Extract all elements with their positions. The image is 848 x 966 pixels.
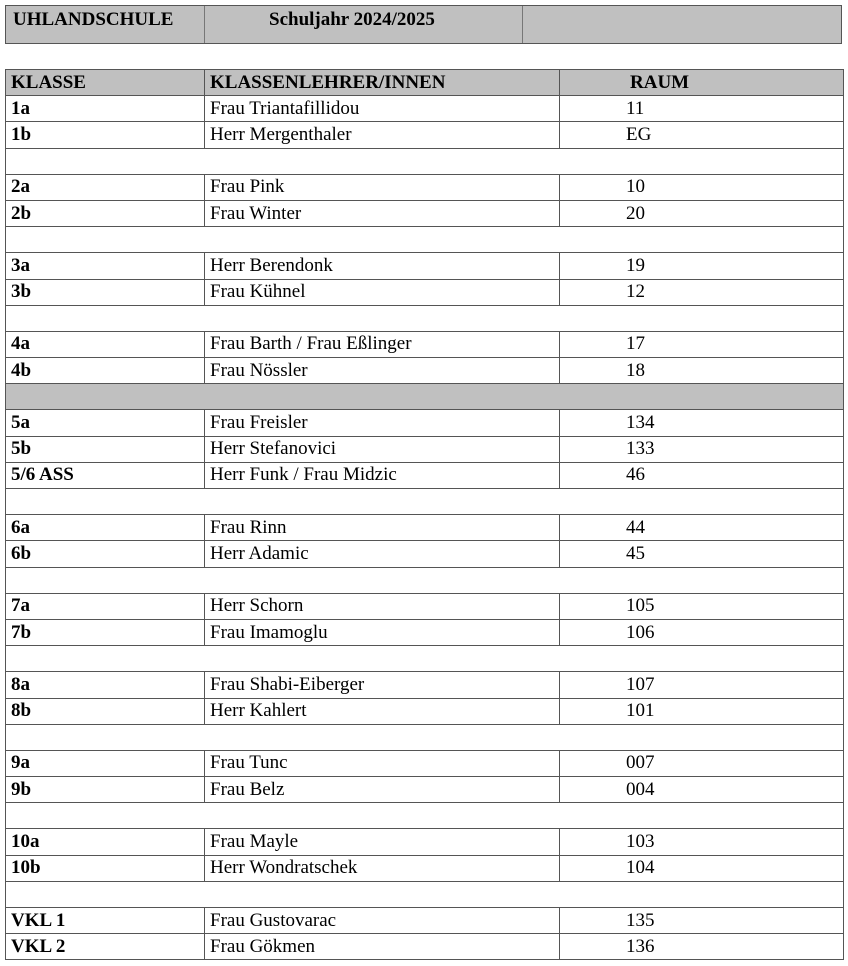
table-row [6, 462, 844, 488]
spacer-cell [6, 803, 205, 829]
teacher-cell: Herr Kahlert [205, 698, 560, 724]
spacer-cell [560, 227, 844, 253]
teacher-cell: Herr Adamic [205, 541, 560, 567]
teacher-cell: Herr Berendonk [205, 253, 560, 279]
spacer-cell [205, 724, 560, 750]
spacer-cell [205, 305, 560, 331]
room-cell: 44 [560, 515, 844, 541]
klasse-cell: 10b [6, 855, 205, 881]
room-cell: 103 [560, 829, 844, 855]
room-cell: 133 [560, 436, 844, 462]
table-row [6, 619, 844, 645]
spacer-cell [560, 881, 844, 907]
teacher-cell: Herr Mergenthaler [205, 122, 560, 148]
table-body [6, 96, 844, 960]
spacer-cell [560, 489, 844, 515]
klasse-cell: 7b [6, 619, 205, 645]
spacer-cell [205, 567, 560, 593]
klasse-cell: 1a [6, 96, 205, 122]
klasse-cell: 5a [6, 410, 205, 436]
room-cell: 45 [560, 541, 844, 567]
room-cell: 106 [560, 619, 844, 645]
spacer-cell [205, 646, 560, 672]
teacher-cell: Frau Belz [205, 777, 560, 803]
table-row [6, 200, 844, 226]
table-row [6, 777, 844, 803]
spacer-cell [560, 567, 844, 593]
klasse-cell: 7a [6, 593, 205, 619]
table-row [6, 934, 844, 960]
room-cell: 007 [560, 750, 844, 776]
teacher-cell: Frau Shabi-Eiberger [205, 672, 560, 698]
spacer-cell [560, 803, 844, 829]
klasse-cell: 8b [6, 698, 205, 724]
klasse-cell: 2a [6, 174, 205, 200]
spacer-cell [560, 646, 844, 672]
room-cell: 10 [560, 174, 844, 200]
teacher-cell: Frau Barth / Frau Eßlinger [205, 331, 560, 357]
teacher-cell: Frau Tunc [205, 750, 560, 776]
teacher-cell: Frau Triantafillidou [205, 96, 560, 122]
spacer-row [6, 384, 844, 410]
spacer-cell [560, 148, 844, 174]
table-row [6, 698, 844, 724]
klasse-cell: 4b [6, 358, 205, 384]
room-cell: 135 [560, 908, 844, 934]
spacer-row [6, 881, 844, 907]
teacher-cell: Frau Pink [205, 174, 560, 200]
document-header [5, 5, 842, 44]
spacer-cell [6, 881, 205, 907]
spacer-cell [6, 646, 205, 672]
spacer-cell [6, 724, 205, 750]
spacer-cell [6, 384, 205, 410]
spacer-row [6, 489, 844, 515]
table-row [6, 122, 844, 148]
column-header-lehrer: KLASSENLEHRER/INNEN [205, 70, 560, 96]
klasse-cell: 3a [6, 253, 205, 279]
teacher-cell: Frau Imamoglu [205, 619, 560, 645]
table-row [6, 515, 844, 541]
spacer-row [6, 646, 844, 672]
room-cell: 101 [560, 698, 844, 724]
room-cell: 12 [560, 279, 844, 305]
klasse-cell: 10a [6, 829, 205, 855]
spacer-cell [560, 384, 844, 410]
teacher-cell: Frau Winter [205, 200, 560, 226]
room-cell: 18 [560, 358, 844, 384]
teacher-cell: Frau Freisler [205, 410, 560, 436]
teacher-cell: Herr Schorn [205, 593, 560, 619]
table-row [6, 358, 844, 384]
room-cell: 107 [560, 672, 844, 698]
klasse-cell: 6b [6, 541, 205, 567]
klasse-cell: 1b [6, 122, 205, 148]
spacer-cell [6, 489, 205, 515]
teacher-cell: Frau Mayle [205, 829, 560, 855]
room-cell: 136 [560, 934, 844, 960]
spacer-cell [6, 305, 205, 331]
table-row [6, 96, 844, 122]
room-cell: 46 [560, 462, 844, 488]
table-row [6, 541, 844, 567]
room-cell: 11 [560, 96, 844, 122]
spacer-cell [205, 227, 560, 253]
teacher-cell: Herr Funk / Frau Midzic [205, 462, 560, 488]
spacer-row [6, 227, 844, 253]
table-row [6, 672, 844, 698]
table-row [6, 829, 844, 855]
room-cell: 19 [560, 253, 844, 279]
header-divider [522, 6, 523, 43]
table-row [6, 174, 844, 200]
teacher-cell: Frau Nössler [205, 358, 560, 384]
teacher-cell: Frau Gustovarac [205, 908, 560, 934]
room-cell: 134 [560, 410, 844, 436]
klasse-cell: 9b [6, 777, 205, 803]
spacer-cell [560, 724, 844, 750]
klasse-cell: 5b [6, 436, 205, 462]
spacer-cell [6, 227, 205, 253]
table-row [6, 410, 844, 436]
spacer-row [6, 305, 844, 331]
spacer-cell [560, 305, 844, 331]
column-header-klasse: KLASSE [6, 70, 205, 96]
spacer-cell [6, 148, 205, 174]
spacer-cell [6, 567, 205, 593]
spacer-row [6, 148, 844, 174]
column-header-raum: RAUM [560, 70, 844, 96]
room-cell: 104 [560, 855, 844, 881]
klasse-cell: 9a [6, 750, 205, 776]
klasse-cell: 3b [6, 279, 205, 305]
teacher-cell: Herr Wondratschek [205, 855, 560, 881]
room-cell: 105 [560, 593, 844, 619]
school-name: UHLANDSCHULE [13, 9, 174, 30]
table-row [6, 750, 844, 776]
table-row [6, 279, 844, 305]
table-row [6, 331, 844, 357]
klasse-cell: 8a [6, 672, 205, 698]
klasse-cell: 6a [6, 515, 205, 541]
spacer-cell [205, 489, 560, 515]
klasse-cell: VKL 2 [6, 934, 205, 960]
table-row [6, 436, 844, 462]
klasse-cell: VKL 1 [6, 908, 205, 934]
table-row [6, 253, 844, 279]
spacer-row [6, 567, 844, 593]
teacher-cell: Frau Gökmen [205, 934, 560, 960]
room-cell: 004 [560, 777, 844, 803]
spacer-cell [205, 803, 560, 829]
table-row [6, 855, 844, 881]
klasse-cell: 5/6 ASS [6, 462, 205, 488]
teacher-cell: Frau Rinn [205, 515, 560, 541]
klasse-cell: 2b [6, 200, 205, 226]
school-year: Schuljahr 2024/2025 [269, 9, 435, 30]
teacher-cell: Frau Kühnel [205, 279, 560, 305]
header-divider [204, 6, 205, 43]
room-cell: 17 [560, 331, 844, 357]
room-cell: 20 [560, 200, 844, 226]
spacer-cell [205, 384, 560, 410]
table-row [6, 908, 844, 934]
spacer-row [6, 803, 844, 829]
teacher-cell: Herr Stefanovici [205, 436, 560, 462]
spacer-cell [205, 148, 560, 174]
spacer-row [6, 724, 844, 750]
table-header-row [6, 70, 844, 96]
room-cell: EG [560, 122, 844, 148]
spacer-cell [205, 881, 560, 907]
class-teacher-table [5, 69, 844, 960]
klasse-cell: 4a [6, 331, 205, 357]
table-row [6, 593, 844, 619]
